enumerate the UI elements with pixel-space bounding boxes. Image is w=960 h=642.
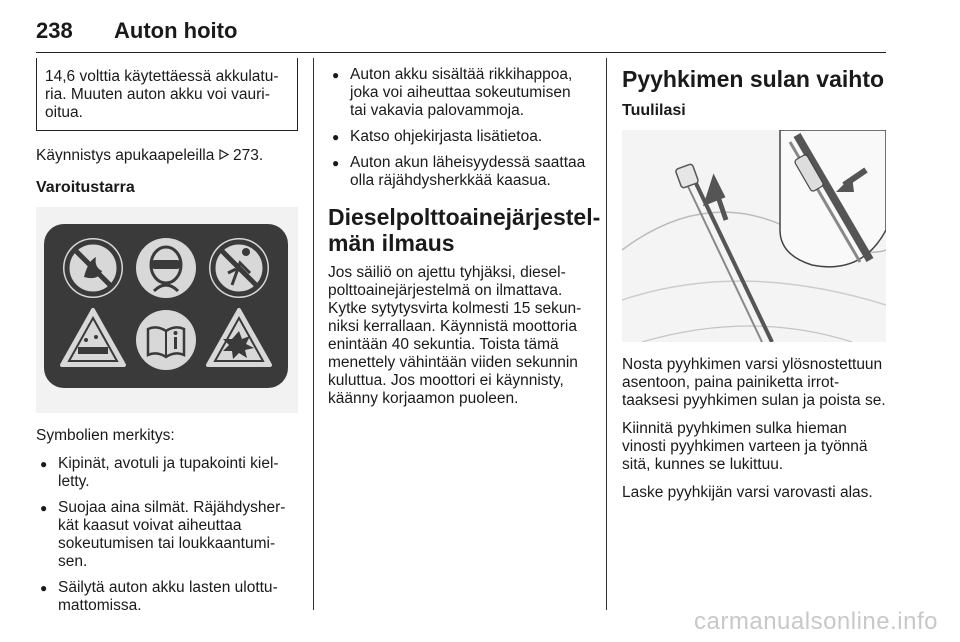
instruction-1: Nosta pyyhkimen varsi ylösnostettuun asentoon, paina painiketta irrottaaksesi pyyhkimen sulan ja poista se. <box>622 356 886 409</box>
list-item: ● Auton akku sisältää rikkihappoa, joka voi aiheuttaa sokeutumisen tai vakavia palovammoja. <box>328 66 590 120</box>
battery-warning-list <box>328 66 590 190</box>
battery-warning-label-image <box>36 207 298 413</box>
no-fire-icon <box>63 238 123 298</box>
keep-away-children-icon <box>209 238 269 298</box>
wiper-blade-illustration <box>622 130 886 342</box>
read-manual-icon <box>136 310 196 370</box>
jump-start-reference: Käynnistys apukaapeleilla 273. <box>36 147 264 164</box>
warning-box-text: 14,6 volttia käytettäessä akkulaturia. Muuten auton akku voi vaurioitua. <box>45 68 279 121</box>
right-arrow-reference-icon <box>219 147 229 165</box>
diesel-text: Jos säiliö on ajettu tyhjäksi, dieselpolttoainejärjestelmä on ilmattava. Kytke sytytysvirta kolmesti 15 sekunniksi kerrallaan. Käynnistä moottoria enintään 40 sekuntia. Toista tämä menettely vähintään viiden sekunnin kuluttua. Jos moottori ei käynnisty, käänny korjaamon puoleen. <box>328 264 582 407</box>
list-item: ● Kipinät, avotuli ja tupakointi kielletty. <box>36 455 298 491</box>
wiper-heading: Pyyhkimen sulan vaihto <box>622 66 885 92</box>
page-header <box>36 10 886 53</box>
column-2 <box>328 66 601 418</box>
column-divider-2 <box>606 58 607 610</box>
list-item: ● Auton akun läheisyydessä saattaa olla räjähdysherkkää kaasua. <box>328 154 590 190</box>
column-1 <box>36 58 298 623</box>
column-divider-1 <box>313 58 314 610</box>
instruction-3: Laske pyyhkijän varsi varovasti alas. <box>622 484 873 501</box>
symbols-list <box>36 455 298 615</box>
list-item: ● Suojaa aina silmät. Räjähdysherkät kaasut voivat aiheuttaa sokeutumisen tai loukkaantumisen. <box>36 499 298 571</box>
list-item: ● Säilytä auton akku lasten ulottumattomissa. <box>36 579 298 615</box>
jump-start-page[interactable]: 273. <box>233 147 264 164</box>
symbols-intro: Symbolien merkitys: <box>36 427 175 444</box>
diesel-heading: Dieselpolttoainejärjestelmän ilmaus <box>328 204 601 256</box>
watermark: carmanualsonline.info <box>694 608 938 635</box>
instruction-2: Kiinnitä pyyhkimen sulka hieman vinosti pyyhkimen varteen ja työnnä sitä, kunnes se lukittuu. <box>622 420 868 473</box>
column-3 <box>622 66 886 512</box>
eye-protection-icon <box>136 238 196 298</box>
warning-box <box>36 58 298 131</box>
windshield-subheading: Tuulilasi <box>622 102 686 119</box>
page-number: 238 <box>36 18 73 43</box>
warning-label-heading: Varoitustarra <box>36 179 135 196</box>
list-item: ● Katso ohjekirjasta lisätietoa. <box>328 128 590 146</box>
chapter-title: Auton hoito <box>114 18 238 43</box>
